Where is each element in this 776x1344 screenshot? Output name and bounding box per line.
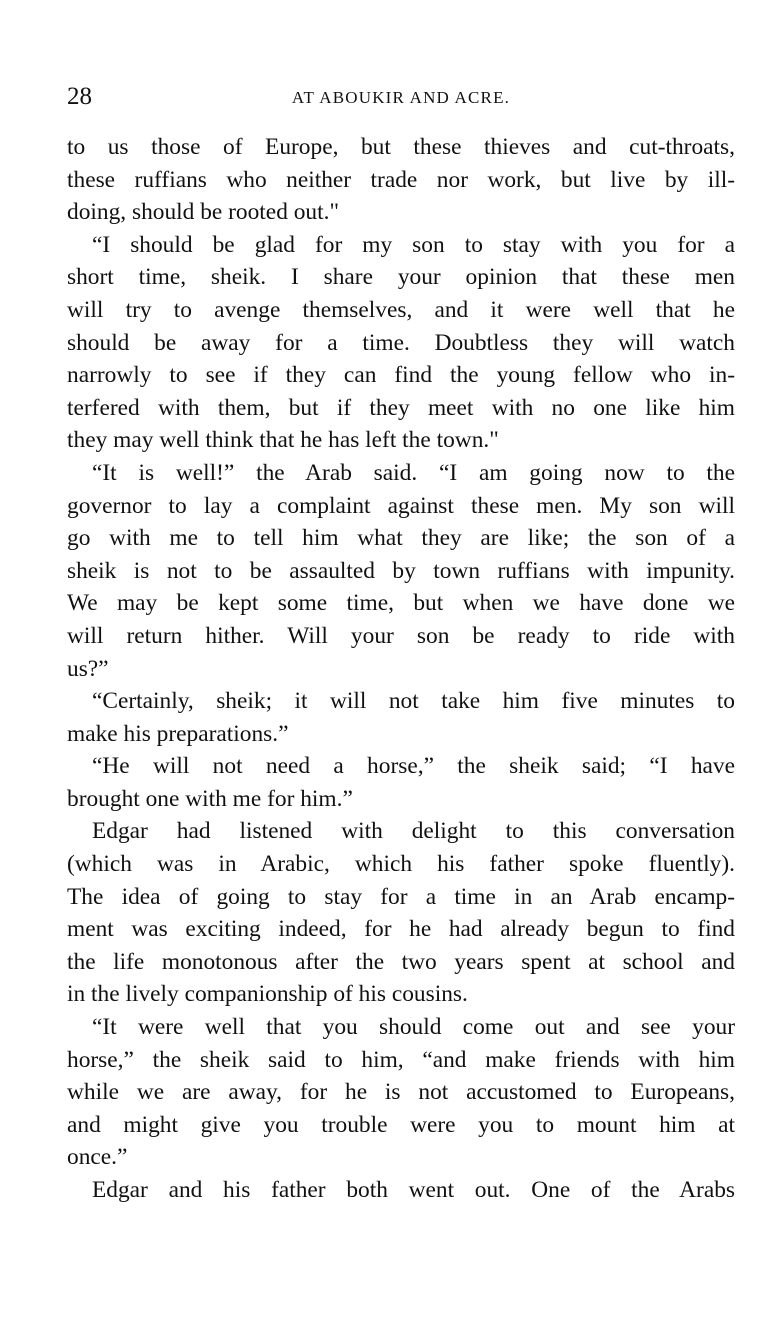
text-line: “Certainly, sheik; it will not take him five minutes to [92,688,735,715]
text-line: make his preparations.” [67,720,289,747]
text-line: and might give you trouble were you to mount him at [67,1111,735,1138]
text-line: they may well think that he has left the town." [67,427,499,454]
text-line: sheik is not to be assaulted by town ruffians with impunity. [67,557,735,584]
text-line: once.” [67,1144,128,1171]
text-line: The idea of going to stay for a time in an Arab encamp- [67,883,735,910]
text-line: go with me to tell him what they are like; the son of a [67,525,735,552]
page-number: 28 [67,83,92,110]
page-header [67,80,735,114]
text-line: terfered with them, but if they meet with no one like him [67,394,735,421]
text-line: in the lively companionship of his cousins. [67,981,468,1008]
text-line: “It is well!” the Arab said. “I am going now to the [92,459,735,486]
text-line: Edgar had listened with delight to this conversation [92,818,735,845]
text-line: narrowly to see if they can find the young fellow who in- [67,362,735,389]
text-line: “It were well that you should come out and see your [92,1014,735,1041]
text-line: will try to avenge themselves, and it were well that he [67,296,735,323]
text-line: to us those of Europe, but these thieves and cut-throats, [67,134,735,160]
text-line: us?” [67,655,109,682]
text-line: “He will not need a horse,” the sheik said; “I have [92,753,735,780]
text-line: horse,” the sheik said to him, “and make friends with him [67,1046,735,1073]
text-line: short time, sheik. I share your opinion that these men [67,264,735,291]
text-line: the life monotonous after the two years spent at school and [67,948,735,975]
text-line: governor to lay a complaint against these men. My son will [67,492,735,519]
text-line: (which was in Arabic, which his father spoke fluently). [67,851,735,878]
text-line: should be away for a time. Doubtless they will watch [67,329,735,356]
body-text [67,131,735,1207]
text-line: while we are away, for he is not accustomed to Europeans, [67,1079,735,1106]
text-line: will return hither. Will your son be ready to ride with [67,622,735,649]
text-line: We may be kept some time, but when we have done we [67,590,735,617]
text-line: Edgar and his father both went out. One of the Arabs [92,1177,735,1203]
text-line: “I should be glad for my son to stay with you for a [92,231,735,258]
text-line: these ruffians who neither trade nor work, but live by ill- [67,166,735,193]
text-line: ment was exciting indeed, for he had already begun to find [67,916,735,943]
running-head: AT ABOUKIR AND ACRE. [291,88,511,107]
text-line: doing, should be rooted out." [67,199,340,226]
text-line: brought one with me for him.” [67,785,353,812]
